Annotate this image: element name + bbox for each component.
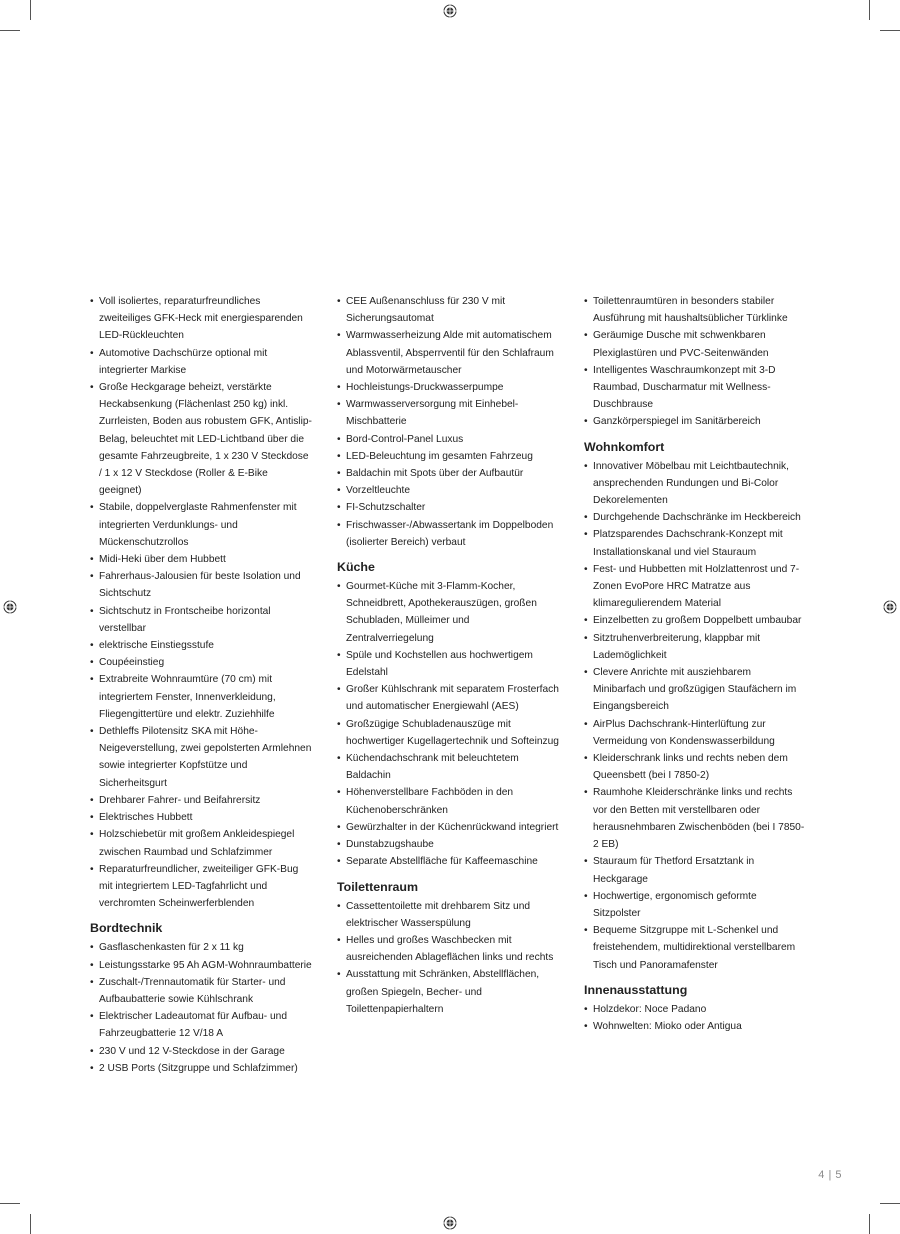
list-item: • Cassettentoilette mit drehbarem Sitz und elektrischer Wasserspülung <box>337 898 559 932</box>
section-heading-toilettenraum: Toilettenraum <box>337 879 419 894</box>
list-item: • Warmwasserheizung Alde mit automatischem Ablassventil, Absperrventil für den Schlafraum und Motorwärmetauscher <box>337 327 559 379</box>
crop-mark-bottom-left-horizontal <box>0 1203 20 1204</box>
toilettenraum-list <box>337 898 559 1018</box>
list-item: • Ganzkörperspiegel im Sanitärbereich <box>584 413 806 430</box>
list-item: • Toilettenraumtüren in besonders stabiler Ausführung mit haushaltsüblicher Türklinke <box>584 293 806 327</box>
list-item: • Coupéeinstieg <box>90 654 312 671</box>
list-item: • Gewürzhalter in der Küchenrückwand integriert <box>337 819 559 836</box>
list-item: • Separate Abstellfläche für Kaffeemaschine <box>337 853 559 870</box>
list-item: • Hochwertige, ergonomisch geformte Sitzpolster <box>584 888 806 922</box>
list-item: • Raumhohe Kleiderschränke links und rechts vor den Betten mit verstellbaren oder herausnehmbaren Zwischenböden (bei I 7850-2 EB) <box>584 784 806 853</box>
exterior-feature-list <box>90 293 312 912</box>
list-item: • Großer Kühlschrank mit separatem Frosterfach und automatischer Energiewahl (AES) <box>337 681 559 715</box>
list-item: • Geräumige Dusche mit schwenkbaren Plexiglastüren und PVC-Seitenwänden <box>584 327 806 361</box>
list-item: • Zuschalt-/Trennautomatik für Starter- und Aufbaubatterie sowie Kühlschrank <box>90 974 312 1008</box>
column-2 <box>337 293 559 1018</box>
list-item: • AirPlus Dachschrank-Hinterlüftung zur Vermeidung von Kondenswasserbildung <box>584 716 806 750</box>
crop-mark-top-left-horizontal <box>0 30 20 31</box>
registration-mark-right <box>883 600 897 614</box>
list-item: • Sichtschutz in Frontscheibe horizontal verstellbar <box>90 603 312 637</box>
list-item: • Küchendachschrank mit beleuchtetem Baldachin <box>337 750 559 784</box>
kueche-list <box>337 578 559 870</box>
list-item: • Elektrisches Hubbett <box>90 809 312 826</box>
list-item: • Hochleistungs-Druckwasserpumpe <box>337 379 559 396</box>
list-item: • Fahrerhaus-Jalousien für beste Isolation und Sichtschutz <box>90 568 312 602</box>
list-item: • Clevere Anrichte mit ausziehbarem Minibarfach und großzügigen Staufächern im Eingangsbereich <box>584 664 806 716</box>
technik-feature-list <box>337 293 559 551</box>
list-item: • Dunstabzugshaube <box>337 836 559 853</box>
list-item: • Elektrischer Ladeautomat für Aufbau- und Fahrzeugbatterie 12 V/18 A <box>90 1008 312 1042</box>
section-heading-innenausstattung: Innenausstattung <box>584 982 688 997</box>
list-item: • Intelligentes Waschraumkonzept mit 3-D Raumbad, Duscharmatur mit Wellness-Duschbrause <box>584 362 806 414</box>
registration-mark-left <box>3 600 17 614</box>
list-item: • 2 USB Ports (Sitzgruppe und Schlafzimmer) <box>90 1060 312 1077</box>
list-item: • Automotive Dachschürze optional mit integrierter Markise <box>90 345 312 379</box>
column-1 <box>90 293 312 1077</box>
list-item: • CEE Außenanschluss für 230 V mit Sicherungsautomat <box>337 293 559 327</box>
list-item: • Leistungsstarke 95 Ah AGM-Wohnraumbatterie <box>90 957 312 974</box>
list-item: • 230 V und 12 V-Steckdose in der Garage <box>90 1043 312 1060</box>
section-heading-kueche: Küche <box>337 560 375 575</box>
bordtechnik-list <box>90 939 312 1077</box>
list-item: • Holzschiebetür mit großem Ankleidespiegel zwischen Raumbad und Schlafzimmer <box>90 826 312 860</box>
list-item: • LED-Beleuchtung im gesamten Fahrzeug <box>337 448 559 465</box>
list-item: • FI-Schutzschalter <box>337 499 559 516</box>
list-item: • Drehbarer Fahrer- und Beifahrersitz <box>90 792 312 809</box>
list-item: • Durchgehende Dachschränke im Heckbereich <box>584 509 806 526</box>
list-item: • Innovativer Möbelbau mit Leichtbautechnik, ansprechenden Rundungen und Bi-Color Dekorelementen <box>584 458 806 510</box>
sanitaer-feature-list <box>584 293 806 431</box>
list-item: • Sitztruhenverbreiterung, klappbar mit Lademöglichkeit <box>584 630 806 664</box>
page-number: 4 | 5 <box>818 1169 842 1181</box>
list-item: • Ausstattung mit Schränken, Abstellflächen, großen Spiegeln, Becher- und Toilettenpapierhaltern <box>337 966 559 1018</box>
list-item: • Höhenverstellbare Fachböden in den Küchenoberschränken <box>337 784 559 818</box>
list-item: • Midi-Heki über dem Hubbett <box>90 551 312 568</box>
registration-mark-top <box>443 4 457 18</box>
list-item: • Baldachin mit Spots über der Aufbautür <box>337 465 559 482</box>
section-heading-wohnkomfort: Wohnkomfort <box>584 439 665 454</box>
list-item: • Holzdekor: Noce Padano <box>584 1001 806 1018</box>
list-item: • Voll isoliertes, reparaturfreundliches zweiteiliges GFK-Heck mit energiesparenden LED-Rückleuchten <box>90 293 312 345</box>
crop-mark-top-right-horizontal <box>880 30 900 31</box>
list-item: • Gasflaschenkasten für 2 x 11 kg <box>90 939 312 956</box>
list-item: • Dethleffs Pilotensitz SKA mit Höhe-Neigeverstellung, zwei gepolsterten Armlehnen sowie integrierter Kopfstütze und Sicherheitsgurt <box>90 723 312 792</box>
list-item: • Helles und großes Waschbecken mit ausreichenden Ablageflächen links und rechts <box>337 932 559 966</box>
crop-mark-bottom-right-horizontal <box>880 1203 900 1204</box>
list-item: • Stauraum für Thetford Ersatztank in Heckgarage <box>584 853 806 887</box>
list-item: • Vorzeltleuchte <box>337 482 559 499</box>
list-item: • Bequeme Sitzgruppe mit L-Schenkel und freistehendem, multidirektional verstellbarem Tisch und Panoramafenster <box>584 922 806 974</box>
list-item: • Wohnwelten: Mioko oder Antigua <box>584 1018 806 1035</box>
innenausstattung-list <box>584 1001 806 1035</box>
list-item: • Frischwasser-/Abwassertank im Doppelboden (isolierter Bereich) verbaut <box>337 517 559 551</box>
list-item: • Warmwasserversorgung mit Einhebel-Mischbatterie <box>337 396 559 430</box>
list-item: • Gourmet-Küche mit 3-Flamm-Kocher, Schneidbrett, Apothekerauszügen, großen Schubladen, Mülleimer und Zentralverriegelung <box>337 578 559 647</box>
section-heading-bordtechnik: Bordtechnik <box>90 921 163 936</box>
list-item: • Einzelbetten zu großem Doppelbett umbaubar <box>584 612 806 629</box>
list-item: • Spüle und Kochstellen aus hochwertigem Edelstahl <box>337 647 559 681</box>
list-item: • Stabile, doppelverglaste Rahmenfenster mit integrierten Verdunklungs- und Mückenschutzrollos <box>90 499 312 551</box>
list-item: • Platzsparendes Dachschrank-Konzept mit Installationskanal und viel Stauraum <box>584 526 806 560</box>
column-3 <box>584 293 806 1035</box>
list-item: • Kleiderschrank links und rechts neben dem Queensbett (bei I 7850-2) <box>584 750 806 784</box>
registration-mark-bottom <box>443 1216 457 1230</box>
list-item: • Extrabreite Wohnraumtüre (70 cm) mit integriertem Fenster, Innenverkleidung, Fliegengittertüre und elektr. Zuziehhilfe <box>90 671 312 723</box>
list-item: • Große Heckgarage beheizt, verstärkte Heckabsenkung (Flächenlast 250 kg) inkl. Zurrleisten, Boden aus robustem GFK, Antislip-Belag, beleuchtet mit LED-Lichtband über die gesamte Fahrzeugbreite, 1 x 230 V Steckdose / 1 x 12 V Steckdose (Roller & E-Bike geeignet) <box>90 379 312 499</box>
crop-mark-top-left-vertical <box>30 0 31 20</box>
list-item: • Reparaturfreundlicher, zweiteiliger GFK-Bug mit integriertem LED-Tagfahrlicht und verchromten Scheinwerferblenden <box>90 861 312 913</box>
list-item: • Großzügige Schubladenauszüge mit hochwertiger Kugellagertechnik und Softeinzug <box>337 716 559 750</box>
wohnkomfort-list <box>584 458 806 974</box>
list-item: • Fest- und Hubbetten mit Holzlattenrost und 7-Zonen EvoPore HRC Matratze aus klimaregulierendem Material <box>584 561 806 613</box>
crop-mark-bottom-right-vertical <box>869 1214 870 1234</box>
list-item: • Bord-Control-Panel Luxus <box>337 431 559 448</box>
list-item: • elektrische Einstiegsstufe <box>90 637 312 654</box>
crop-mark-bottom-left-vertical <box>30 1214 31 1234</box>
crop-mark-top-right-vertical <box>869 0 870 20</box>
